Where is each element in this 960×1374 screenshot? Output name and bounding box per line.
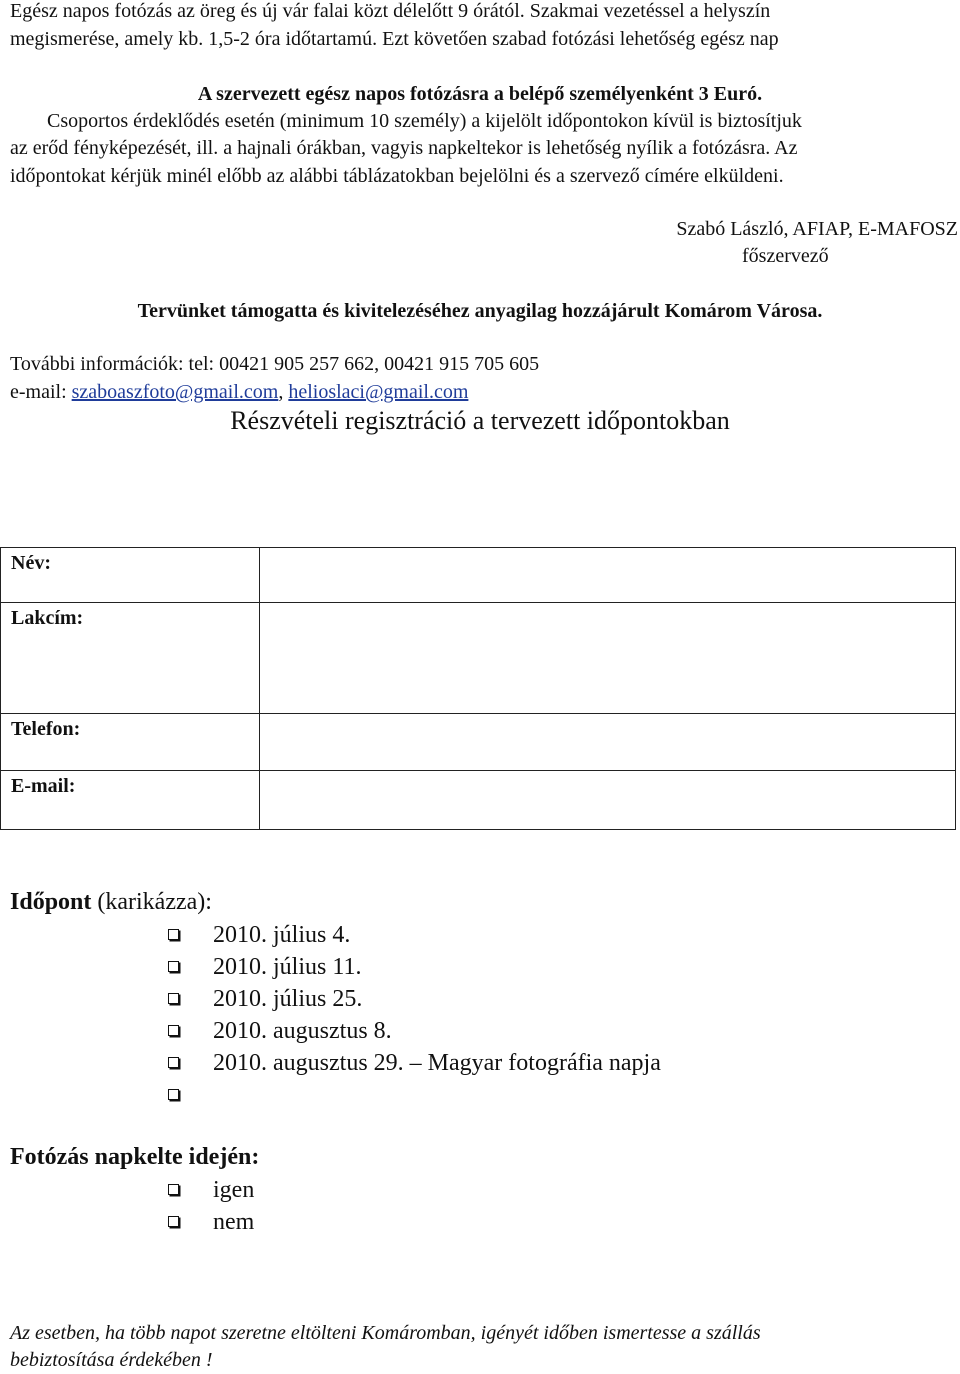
organizer-name: Szabó László, AFIAP, E-MAFOSZ: [676, 218, 958, 240]
sunrise-option-label: igen: [213, 1177, 255, 1203]
date-option[interactable]: [168, 922, 350, 949]
email-link-1[interactable]: szaboaszfoto@gmail.com: [71, 381, 279, 403]
checkbox-icon[interactable]: [168, 1184, 179, 1195]
checkbox-icon[interactable]: [168, 929, 179, 940]
intro-line-1: Egész napos fotózás az öreg és új vár falai közt délelőtt 9 órától. Szakmai vezetéssel a helyszín: [10, 0, 771, 22]
registration-title: Részvételi regisztráció a tervezett időpontokban: [230, 406, 730, 435]
sunrise-heading: Fotózás napkelte idején:: [10, 1144, 260, 1170]
email-link-2[interactable]: helioslaci@gmail.com: [288, 381, 469, 403]
checkbox-icon[interactable]: [168, 1057, 179, 1068]
date-option-label: 2010. augusztus 29. – Magyar fotográfia napja: [213, 1050, 661, 1076]
phone-label: Telefon:: [11, 718, 81, 740]
dates-heading: [10, 889, 212, 916]
group-line-2: az erőd fényképezését, ill. a hajnali órákban, vagyis napkeltekor is lehetőség nyílik a fotózásra. Az: [10, 137, 798, 159]
date-option-label: 2010. július 25.: [213, 986, 363, 1012]
email-separator: ,: [278, 381, 289, 403]
sunrise-option-label: nem: [213, 1209, 255, 1235]
date-option[interactable]: [168, 1050, 661, 1077]
date-option-label: 2010. július 11.: [213, 954, 362, 980]
email-prefix: e-mail:: [10, 381, 72, 403]
date-option-label: 2010. július 4.: [213, 922, 351, 948]
date-option[interactable]: [168, 1082, 213, 1109]
date-option[interactable]: [168, 986, 362, 1013]
footer-line-1: Az esetben, ha több napot szeretne eltölteni Komáromban, igényét időben ismertesse a szállás: [10, 1322, 761, 1344]
email-field[interactable]: [260, 771, 956, 830]
date-option-label: 2010. augusztus 8.: [213, 1018, 392, 1044]
dates-heading-rest: (karikázza):: [91, 889, 212, 915]
checkbox-icon[interactable]: [168, 1089, 179, 1100]
email-label-cell: [1, 771, 260, 830]
contact-email: [10, 381, 468, 404]
price-info: A szervezett egész napos fotózásra a belépő személyenként 3 Euró.: [197, 83, 763, 105]
group-line-3: időpontokat kérjük minél előbb az alábbi táblázatokban bejelölni és a szervező címére elküldeni.: [10, 165, 784, 187]
registration-form-table: [0, 547, 956, 830]
support-note: Tervünket támogatta és kivitelezéséhez anyagilag hozzájárult Komárom Városa.: [137, 300, 823, 322]
phone-label-cell: [1, 714, 260, 771]
organizer-role: főszervező: [742, 245, 829, 267]
sunrise-option[interactable]: [168, 1177, 254, 1204]
intro-line-2: megismerése, amely kb. 1,5-2 óra időtartamú. Ezt követően szabad fotózási lehetőség egész nap: [10, 28, 779, 50]
name-field[interactable]: [260, 548, 956, 603]
address-label: Lakcím:: [11, 607, 84, 629]
contact-phone: További információk: tel: 00421 905 257 662, 00421 915 705 605: [10, 353, 540, 375]
checkbox-icon[interactable]: [168, 993, 179, 1004]
footer-line-2: bebiztosítása érdekében !: [10, 1349, 213, 1371]
address-label-cell: [1, 603, 260, 714]
sunrise-option[interactable]: [168, 1209, 254, 1236]
checkbox-icon[interactable]: [168, 961, 179, 972]
name-label: Név:: [11, 552, 51, 574]
date-option[interactable]: [168, 1018, 392, 1045]
date-option[interactable]: [168, 954, 361, 981]
group-line-1: Csoportos érdeklődés esetén (minimum 10 személy) a kijelölt időpontokon kívül is biztosítjuk: [47, 110, 802, 132]
checkbox-icon[interactable]: [168, 1216, 179, 1227]
address-field[interactable]: [260, 603, 956, 714]
dates-heading-bold: Időpont: [10, 889, 92, 915]
email-label: E-mail:: [11, 775, 76, 797]
checkbox-icon[interactable]: [168, 1025, 179, 1036]
name-label-cell: [1, 548, 260, 603]
phone-field[interactable]: [260, 714, 956, 771]
